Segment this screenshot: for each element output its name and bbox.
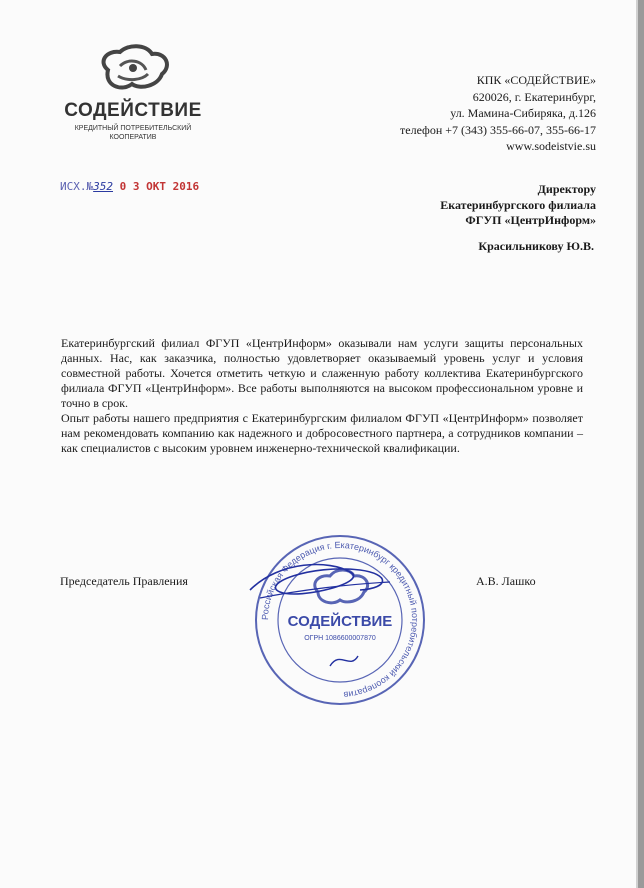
sender-phone: телефон +7 (343) 355-66-07, 355-66-17 — [400, 122, 596, 137]
signatory-position: Председатель Правления — [60, 574, 188, 588]
sender-org: КПК «СОДЕЙСТВИЕ» — [476, 73, 596, 87]
addressee-block — [440, 182, 596, 229]
handwritten-signature-icon — [240, 520, 440, 720]
addressee-branch: Екатеринбургского филиала — [440, 197, 596, 212]
body-paragraph-1: Екатеринбургский филиал ФГУП «ЦентрИнформ» оказывали нам услуги защиты персональных данных. Нас, как заказчика, полностью удовлетворяет оказываемый уровень услуг и условия совместной работы. Хочется отметить четкую и слаженную работу коллектива Екатеринбургского филиала ФГУП «ЦентрИнформ». Все работы выполняются на высоком профессиональном уровне и точно в срок. — [61, 336, 583, 410]
logo-emblem-icon — [88, 40, 178, 98]
logo-subtitle-line1: КРЕДИТНЫЙ ПОТРЕБИТЕЛЬСКИЙ — [74, 125, 192, 132]
sender-city: 620026, г. Екатеринбург, — [472, 89, 596, 104]
logo-subtitle-line2: КООПЕРАТИВ — [109, 134, 157, 141]
signatory-name: А.В. Лашко — [476, 574, 536, 588]
scan-edge — [638, 0, 644, 888]
logo-subtitle — [58, 124, 208, 142]
letter-body — [61, 336, 583, 456]
addressee-title: Директору — [537, 182, 596, 196]
scan-edge-line — [636, 0, 638, 888]
addressee-org: ФГУП «ЦентрИнформ» — [465, 213, 596, 227]
body-paragraph-2: Опыт работы нашего предприятия с Екатеринбургским филиалом ФГУП «ЦентрИнформ» позволяет нам рекомендовать компанию как надежного и добросовестного партнера, а сотрудников компании – как специалистов с высоким уровнем инженерно-технической квалификации. — [61, 411, 583, 455]
company-logo — [58, 40, 208, 140]
addressee-name: Красильникову Ю.В. — [478, 239, 594, 253]
sender-block — [400, 72, 596, 155]
seal-ring-text: Российская Федерация г. Екатеринбург кредитный потребительский кооператив — [259, 539, 421, 700]
outgoing-number: 352 — [93, 180, 113, 193]
company-seal — [240, 520, 440, 720]
sender-site: www.sodeistvie.su — [506, 139, 596, 153]
outgoing-number-stamp — [60, 180, 199, 193]
seal-center-text: СОДЕЙСТВИЕ — [287, 613, 393, 630]
outgoing-prefix: ИСХ.№ — [60, 180, 94, 193]
sender-street: ул. Мамина-Сибиряка, д.126 — [450, 106, 596, 120]
seal-ogrn: ОГРН 1086600007870 — [304, 635, 376, 642]
outgoing-date: 0 3 ОКТ 2016 — [119, 180, 200, 193]
logo-name: СОДЕЙСТВИЕ — [64, 100, 202, 121]
